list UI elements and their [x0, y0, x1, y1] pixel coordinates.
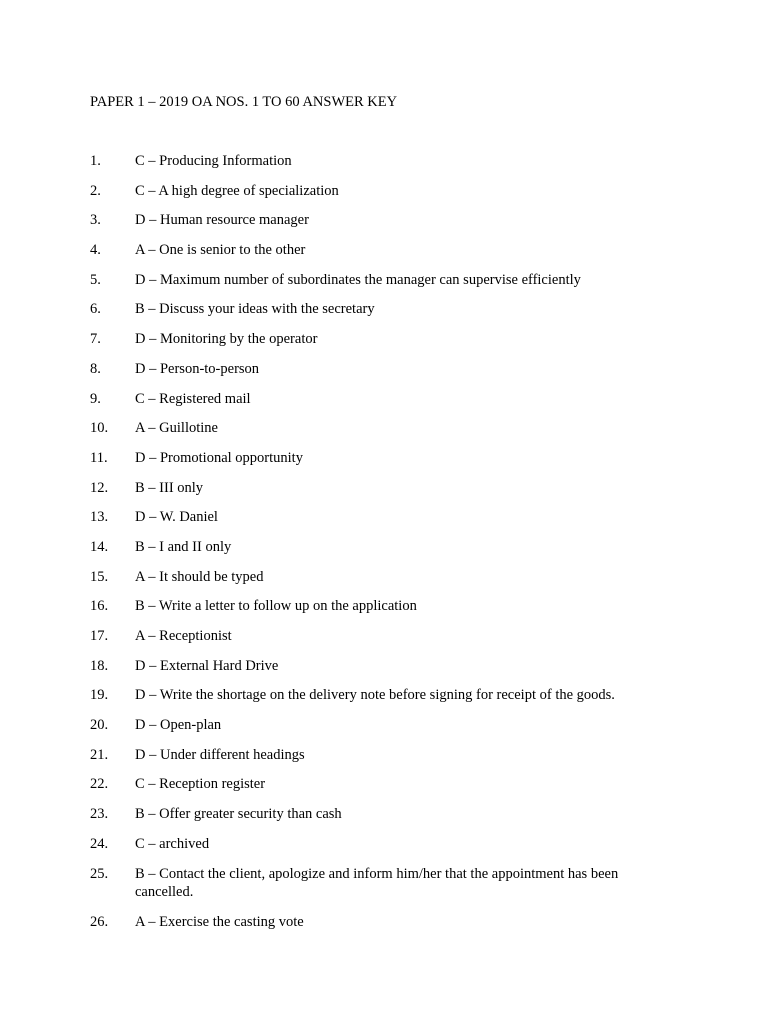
answer-number: 20. [90, 717, 109, 734]
answer-text: D – Under different headings [135, 746, 305, 763]
answer-item [90, 568, 650, 598]
answer-number: 12. [90, 479, 109, 496]
answer-text: C – Reception register [135, 776, 266, 793]
answer-text: A – One is senior to the other [135, 242, 306, 259]
answer-item [90, 241, 650, 271]
answer-number: 25. [90, 865, 109, 882]
answer-item [90, 835, 650, 865]
answer-text: B – Write a letter to follow up on the application [135, 598, 417, 615]
answer-item [90, 390, 650, 420]
answer-text: A – Exercise the casting vote [135, 913, 304, 930]
answer-number: 3. [90, 212, 101, 229]
answer-item [90, 271, 650, 301]
answer-text: C – A high degree of specialization [135, 182, 339, 199]
answer-text: B – Discuss your ideas with the secretary [135, 301, 375, 318]
answer-number: 8. [90, 360, 101, 377]
answer-number: 9. [90, 390, 101, 407]
answer-text: D – W. Daniel [135, 509, 218, 526]
answer-item [90, 508, 650, 538]
answer-number: 6. [90, 301, 101, 318]
answer-number: 5. [90, 271, 101, 288]
answer-number: 19. [90, 687, 109, 704]
answer-text: D – Human resource manager [135, 212, 309, 229]
answer-item [90, 152, 650, 182]
answer-item [90, 865, 650, 913]
answer-item [90, 746, 650, 776]
answer-number: 7. [90, 331, 101, 348]
answer-item [90, 716, 650, 746]
answer-number: 18. [90, 657, 109, 674]
page-title: PAPER 1 – 2019 OA NOS. 1 TO 60 ANSWER KEY [90, 94, 398, 110]
answer-text: D – Maximum number of subordinates the manager can supervise efficiently [135, 271, 581, 288]
answer-number: 16. [90, 598, 109, 615]
answer-number: 15. [90, 568, 109, 585]
answer-text: B – Offer greater security than cash [135, 806, 342, 823]
answer-text: D – Person-to-person [135, 360, 260, 377]
answer-text: C – Registered mail [135, 390, 251, 407]
answer-item [90, 449, 650, 479]
answer-item [90, 657, 650, 687]
answer-item [90, 597, 650, 627]
answer-number: 24. [90, 835, 109, 852]
answer-item [90, 775, 650, 805]
answer-number: 23. [90, 806, 109, 823]
answer-number: 13. [90, 509, 109, 526]
answer-number: 2. [90, 182, 101, 199]
answer-number: 21. [90, 746, 109, 763]
answer-text: D – Write the shortage on the delivery note before signing for receipt of the goods. [135, 687, 615, 704]
answer-item [90, 182, 650, 212]
answer-item [90, 211, 650, 241]
answer-item [90, 419, 650, 449]
answer-text: B – I and II only [135, 538, 232, 555]
answer-text: D – Open-plan [135, 717, 222, 734]
answer-list [90, 152, 650, 942]
answer-text: D – Promotional opportunity [135, 449, 303, 466]
answer-text: C – Producing Information [135, 153, 292, 169]
answer-item [90, 300, 650, 330]
answer-number: 1. [90, 153, 101, 169]
answer-text: A – Guillotine [135, 420, 218, 437]
answer-number: 10. [90, 420, 109, 437]
answer-number: 14. [90, 538, 109, 555]
answer-item [90, 479, 650, 509]
answer-text: A – Receptionist [135, 628, 232, 644]
answer-item [90, 805, 650, 835]
answer-number: 4. [90, 242, 101, 259]
answer-text: A – It should be typed [135, 568, 264, 585]
answer-number: 26. [90, 913, 109, 930]
answer-item [90, 686, 650, 716]
answer-item [90, 627, 650, 657]
answer-number: 17. [90, 628, 109, 644]
answer-item [90, 330, 650, 360]
answer-text: D – External Hard Drive [135, 657, 279, 674]
answer-item [90, 360, 650, 390]
answer-text: D – Monitoring by the operator [135, 331, 318, 348]
answer-text: C – archived [135, 835, 210, 852]
answer-item [90, 913, 650, 943]
answer-number: 22. [90, 776, 109, 793]
answer-text: B – III only [135, 479, 204, 496]
answer-number: 11. [90, 449, 108, 466]
answer-text: B – Contact the client, apologize and inform him/her that the appointment has been cancelled. [135, 865, 619, 900]
answer-item [90, 538, 650, 568]
